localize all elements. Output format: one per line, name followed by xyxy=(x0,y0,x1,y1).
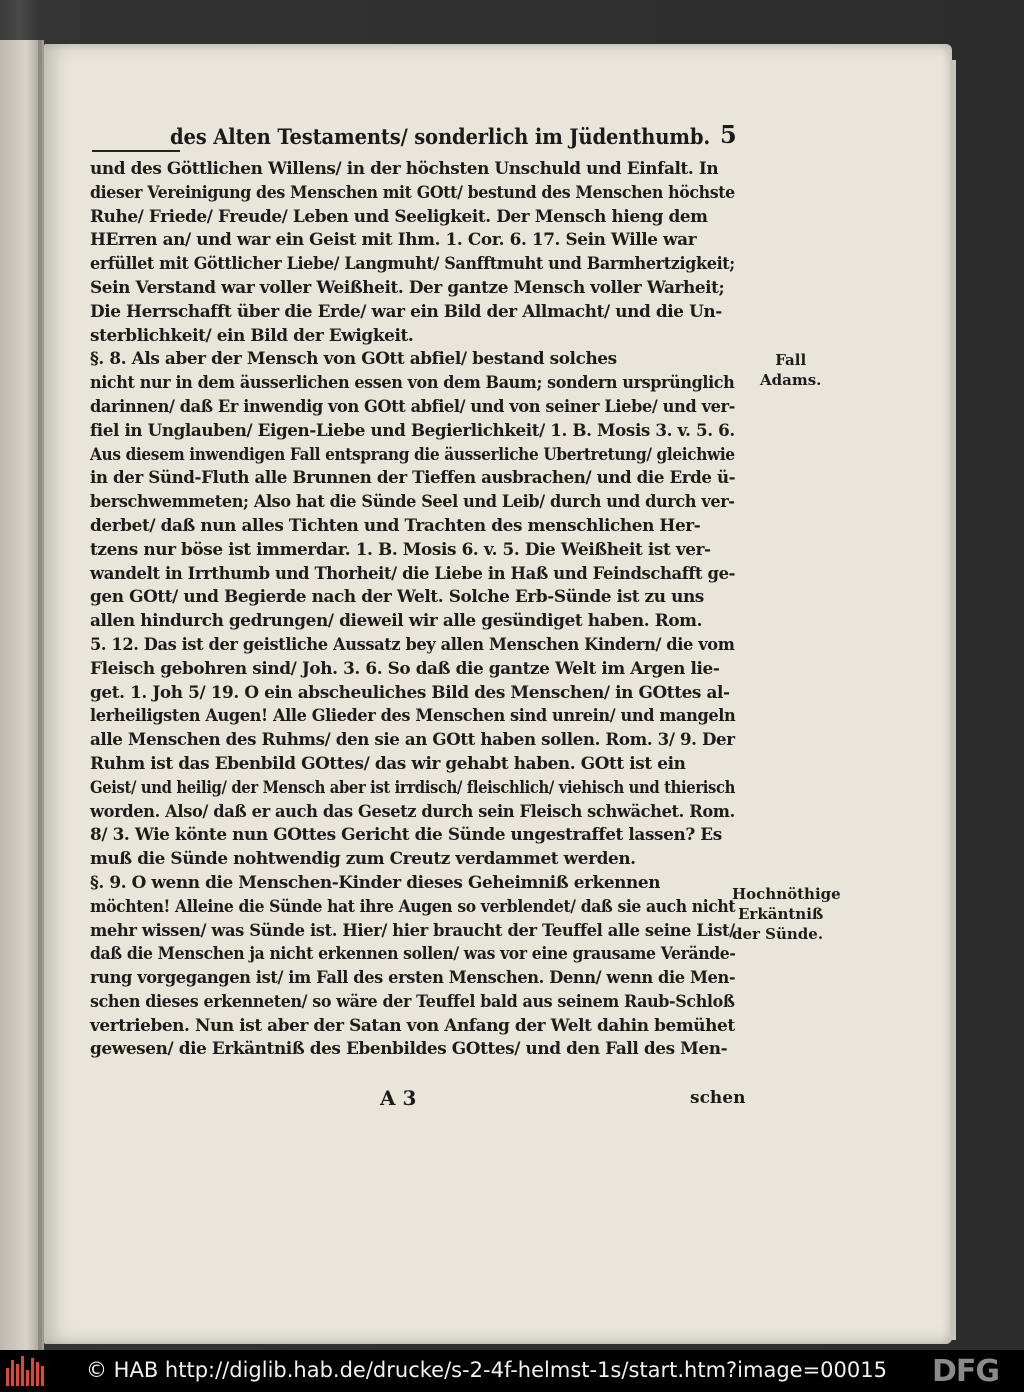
text-line: worden. Also/ daß er auch das Gesetz durch sein Fleisch schwächet. Rom. xyxy=(90,801,735,822)
text-line: darinnen/ daß Er inwendig von GOtt abfiel/ und von seiner Liebe/ und ver- xyxy=(90,396,735,417)
text-line: Ruhm ist das Ebenbild GOttes/ das wir gehabt haben. GOtt ist ein xyxy=(90,753,686,774)
text-line: lerheiligsten Augen! Alle Glieder des Menschen sind unrein/ und mangeln xyxy=(90,706,736,727)
text-line: dieser Vereinigung des Menschen mit GOtt/ bestund des Menschen höchste xyxy=(90,182,735,203)
text-line: möchten! Alleine die Sünde hat ihre Augen so verblendet/ daß sie auch nicht xyxy=(90,896,736,917)
text-line: 5. 12. Das ist der geistliche Aussatz bey allen Menschen Kindern/ die vom xyxy=(90,634,735,655)
text-line: alle Menschen des Ruhms/ den sie an GOtt haben sollen. Rom. 3/ 9. Der xyxy=(90,730,735,751)
margin-note-hochnoethige xyxy=(732,884,841,944)
logo-bar xyxy=(41,1366,44,1386)
text-line: get. 1. Joh 5/ 19. O ein abscheuliches Bild des Menschen/ in GOttes al- xyxy=(90,682,730,703)
logo-bar xyxy=(31,1358,34,1386)
text-line: vertrieben. Nun ist aber der Satan von Anfang der Welt dahin bemühet xyxy=(90,1015,735,1036)
page-fore-edge xyxy=(950,60,956,1340)
text-line: §. 9. O wenn die Menschen-Kinder dieses Geheimniß erkennen xyxy=(90,872,661,893)
text-line: HErren an/ und war ein Geist mit Ihm. 1. Cor. 6. 17. Sein Wille war xyxy=(90,230,697,251)
text-line: mehr wissen/ was Sünde ist. Hier/ hier braucht der Teuffel alle seine List/ xyxy=(90,920,735,941)
logo-bar xyxy=(6,1368,9,1386)
text-line: §. 8. Als aber der Mensch von GOtt abfiel/ bestand solches xyxy=(90,349,617,370)
dfg-logo: DFG xyxy=(932,1354,1000,1389)
page-number: 5 xyxy=(720,120,737,149)
text-line: wandelt in Irrthumb und Thorheit/ die Liebe in Haß und Feindschafft ge- xyxy=(90,563,736,584)
viewer-footer xyxy=(0,1350,1024,1392)
signature-mark: A 3 xyxy=(380,1086,417,1110)
text-line: gen GOtt/ und Begierde nach der Welt. Solche Erb-Sünde ist zu uns xyxy=(90,587,704,608)
logo-bar xyxy=(36,1362,39,1386)
header-rule xyxy=(92,150,180,152)
hab-logo-icon xyxy=(6,1356,46,1386)
body-text xyxy=(90,158,740,1062)
text-line: allen hindurch gedrungen/ dieweil wir alle gesündiget haben. Rom. xyxy=(90,611,703,632)
text-line: Ruhe/ Friede/ Freude/ Leben und Seeligkeit. Der Mensch hieng dem xyxy=(90,206,708,227)
logo-bar xyxy=(21,1356,24,1386)
text-line: muß die Sünde nohtwendig zum Creutz verdammet werden. xyxy=(90,849,636,870)
margin-note-line: Hochnöthige xyxy=(732,885,841,903)
logo-bar xyxy=(16,1364,19,1386)
margin-note-line: Fall xyxy=(775,351,807,369)
binding-edge xyxy=(38,40,42,1350)
text-line: derbet/ daß nun alles Tichten und Trachten des menschlichen Her- xyxy=(90,515,701,536)
margin-note-fall-adams xyxy=(760,350,821,390)
margin-note-line: der Sünde. xyxy=(732,925,824,943)
text-line: gewesen/ die Erkäntniß des Ebenbildes GOttes/ und den Fall des Men- xyxy=(90,1039,728,1060)
text-line: nicht nur in dem äusserlichen essen von dem Baum; sondern ursprünglich xyxy=(90,373,735,394)
logo-bar xyxy=(26,1370,29,1386)
copyright-url[interactable]: © HAB http://diglib.hab.de/drucke/s-2-4f-helmst-1s/start.htm?image=00015 xyxy=(86,1358,887,1382)
text-line: tzens nur böse ist immerdar. 1. B. Mosis 6. v. 5. Die Weißheit ist ver- xyxy=(90,539,711,560)
text-line: und des Göttlichen Willens/ in der höchsten Unschuld und Einfalt. In xyxy=(90,159,719,179)
text-line: berschwemmeten; Also hat die Sünde Seel und Leib/ durch und durch ver- xyxy=(90,492,735,513)
text-line: Die Herrschafft über die Erde/ war ein Bild der Allmacht/ und die Un- xyxy=(90,301,722,322)
text-line: Geist/ und heilig/ der Mensch aber ist irrdisch/ fleischlich/ viehisch und thierisch xyxy=(90,777,736,798)
text-line: Aus diesem inwendigen Fall entsprang die äusserliche Ubertretung/ gleichwie xyxy=(90,444,735,465)
text-line: erfüllet mit Göttlicher Liebe/ Langmuht/ Sanfftmuht und Barmhertzigkeit; xyxy=(90,254,735,275)
text-line: 8/ 3. Wie könte nun GOttes Gericht die Sünde ungestraffet lassen? Es xyxy=(90,825,722,846)
text-line: daß die Menschen ja nicht erkennen sollen/ was vor eine grausame Verände- xyxy=(90,944,736,965)
text-line: in der Sünd-Fluth alle Brunnen der Tieffen ausbrachen/ und die Erde ü- xyxy=(90,468,736,489)
text-line: Fleisch gebohren sind/ Joh. 3. 6. So daß die gantze Welt im Argen lie- xyxy=(90,658,720,679)
text-line: fiel in Unglauben/ Eigen-Liebe und Begierlichkeit/ 1. B. Mosis 3. v. 5. 6. xyxy=(90,420,735,441)
text-line: schen dieses erkenneten/ so wäre der Teuffel bald aus seinem Raub-Schloß xyxy=(90,991,735,1012)
text-line: Sein Verstand war voller Weißheit. Der gantze Mensch voller Warheit; xyxy=(90,277,725,298)
running-head: des Alten Testaments/ sonderlich im Jüdenthumb. xyxy=(170,124,710,149)
margin-note-line: Adams. xyxy=(760,371,822,389)
text-line: sterblichkeit/ ein Bild der Ewigkeit. xyxy=(90,325,414,346)
text-line: rung vorgegangen ist/ im Fall des ersten Menschen. Denn/ wenn die Men- xyxy=(90,968,736,989)
catchword: schen xyxy=(690,1088,746,1108)
margin-note-line: Erkäntniß xyxy=(738,905,824,923)
logo-bar xyxy=(11,1360,14,1386)
